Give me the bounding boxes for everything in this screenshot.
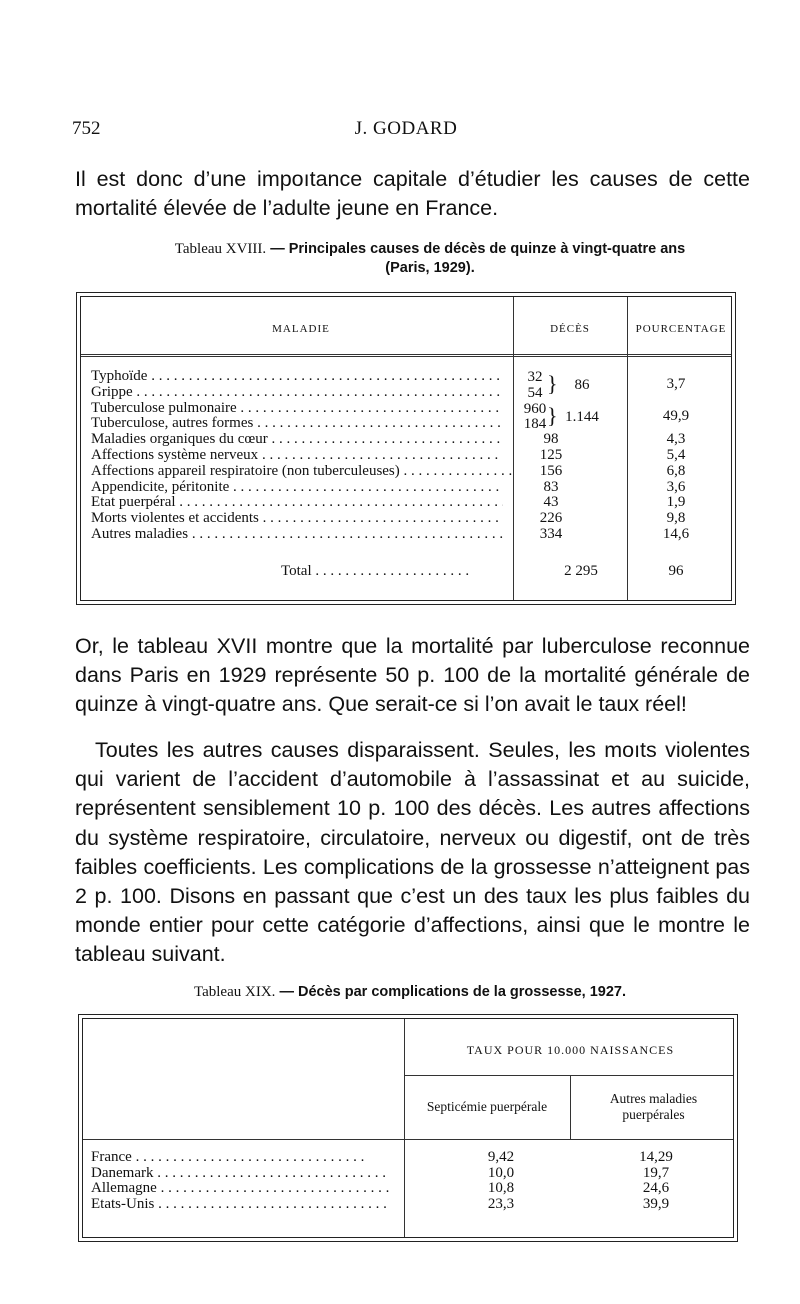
row-percentage: 3,6 [666, 478, 686, 495]
paragraph-tableau-xvii: Or, le tableau XVII montre que la mortalité par luberculose reconnue dans Paris en 1929 représente 50 p. 100 de la mortalité générale de quinze à vingt-quatre ans. Que serait-ce si l’on avait le taux réel! [75, 634, 750, 717]
row-autres: 19,7 [642, 1164, 670, 1181]
table18-body [91, 369, 731, 543]
table19-caption [60, 983, 760, 1002]
row-percentage: 4,3 [666, 431, 686, 448]
grouping-brace: } [547, 403, 558, 428]
row-label: Maladies organiques du cœur . . . [91, 432, 503, 448]
row-country: France . . . [91, 1150, 391, 1166]
header-autres-maladies [570, 1091, 737, 1123]
row-label: Appendicite, péritonite . . . [91, 480, 503, 496]
table19-label: Tableau XIX. [193, 984, 276, 1000]
table-row [91, 1197, 731, 1213]
row-deaths: 43 [543, 494, 559, 511]
table18-title-line1: — Principales causes de décès de quinze à vingt-quatre ans [270, 241, 686, 257]
group1-total: 86 [574, 377, 590, 393]
grouping-brace: } [547, 371, 558, 396]
paragraph-intro: Il est donc d’une impoıtance capitale d’étudier les causes de cette mortalité élevée de l’adulte jeune en France. [75, 167, 750, 221]
row-septicemie: 10,0 [487, 1164, 515, 1181]
total-label: Total . . . [281, 563, 503, 580]
row-deaths: 125 [539, 446, 563, 463]
row-label: Morts violentes et accidents . . . [91, 511, 503, 527]
row-autres: 24,6 [642, 1180, 670, 1196]
group-header-taux: TAUX POUR 10.000 NAISSANCES [466, 1043, 675, 1057]
table19-header-rule [404, 1075, 733, 1076]
table19-body [91, 1150, 731, 1212]
table-row [91, 448, 731, 464]
row-label: Autres maladies . . . [91, 527, 503, 543]
row-deaths: 156 [539, 462, 563, 479]
table19-header-rule [83, 1139, 733, 1140]
tuberculose-autres-deaths: 184 [523, 416, 547, 433]
table18-label: Tableau XVIII. [174, 241, 267, 257]
table18-caption [70, 240, 790, 278]
table18-header-rule [81, 356, 731, 357]
header-deces: DÉCÈS [550, 323, 590, 335]
total-deaths: 2 295 [564, 563, 598, 579]
table-row [91, 1181, 731, 1197]
row-label: Typhoïde . . . [91, 369, 503, 385]
running-title: J. GODARD [354, 118, 458, 139]
row-septicemie: 23,3 [487, 1195, 515, 1212]
header-pourcentage: POURCENTAGE [635, 323, 727, 335]
row-septicemie: 10,8 [487, 1180, 515, 1196]
row-deaths: 334 [539, 525, 563, 542]
row-percentage: 9,8 [666, 510, 686, 527]
table-row [91, 527, 731, 543]
row-country: Etats-Unis . . . [91, 1197, 391, 1213]
row-label: Affections système nerveux . . . [91, 448, 503, 464]
row-country: Allemagne . . . [91, 1181, 391, 1197]
group1-percentage: 3,7 [666, 376, 686, 392]
header-septicemie: Septicémie puerpérale [426, 1099, 548, 1114]
group2-total: 1.144 [565, 409, 599, 425]
tuberculose-pulmonaire-deaths: 960 [523, 400, 547, 417]
grippe-deaths: 54 [527, 384, 543, 401]
paragraph-autres-causes: Toutes les autres causes disparaissent. Seules, les moıts violentes qui varient de l’accident d’automobile à l’assassinat et au suicide, représentent sensiblement 10 p. 100 des décès. Les autres affections du système respiratoire, circulatoire, nerveux ou digestif, ont de très faibles coefficients. Les complications de la grossesse n’atteignent pas 2 p. 100. Disons en passant que c’est un des taux les plus faibles du monde entier pour cette catégorie d’affections, ainsi que le montre le tableau suivant. [75, 738, 750, 967]
row-septicemie: 9,42 [487, 1149, 515, 1165]
table18-title-line2: (Paris, 1929). [385, 260, 475, 276]
row-autres: 14,29 [639, 1149, 673, 1165]
row-percentage: 14,6 [662, 525, 690, 542]
row-percentage: 6,8 [666, 462, 686, 479]
header-maladie: MALADIE [272, 323, 330, 335]
row-label: Affections appareil respiratoire (non tuberculeuses) . . . [91, 464, 516, 480]
table18-header-rule [81, 354, 731, 355]
table19-title: — Décès par complications de la grossesse, 1927. [279, 984, 626, 1000]
header-autres-line2: puerpérales [622, 1107, 685, 1122]
row-percentage: 5,4 [666, 446, 686, 463]
table18-total-row [91, 563, 731, 581]
row-label: Tuberculose pulmonaire . . . [91, 401, 503, 417]
row-deaths: 98 [543, 431, 559, 448]
page-header [72, 118, 740, 142]
row-label: Grippe . . . [91, 385, 503, 401]
row-autres: 39,9 [642, 1195, 670, 1212]
row-deaths: 226 [539, 510, 563, 527]
table-row [91, 480, 731, 496]
group2-percentage: 49,9 [662, 408, 690, 424]
page-number: 752 [72, 118, 101, 139]
table-row [91, 495, 731, 511]
table-row [91, 1166, 731, 1182]
table-row [91, 1150, 731, 1166]
row-label: Etat puerpéral . . . [91, 495, 503, 511]
total-percentage: 96 [668, 563, 684, 579]
table19 [78, 1014, 738, 1242]
typhoide-deaths: 32 [527, 369, 543, 385]
table-row [91, 511, 731, 527]
table-row [91, 464, 731, 480]
row-label: Tuberculose, autres formes . . . [91, 416, 503, 432]
row-percentage: 1,9 [666, 494, 686, 511]
table18 [76, 292, 736, 605]
header-autres-line1: Autres maladies [609, 1091, 698, 1106]
row-country: Danemark . . . [91, 1166, 391, 1182]
row-deaths: 83 [543, 478, 559, 495]
table-row [91, 432, 731, 448]
